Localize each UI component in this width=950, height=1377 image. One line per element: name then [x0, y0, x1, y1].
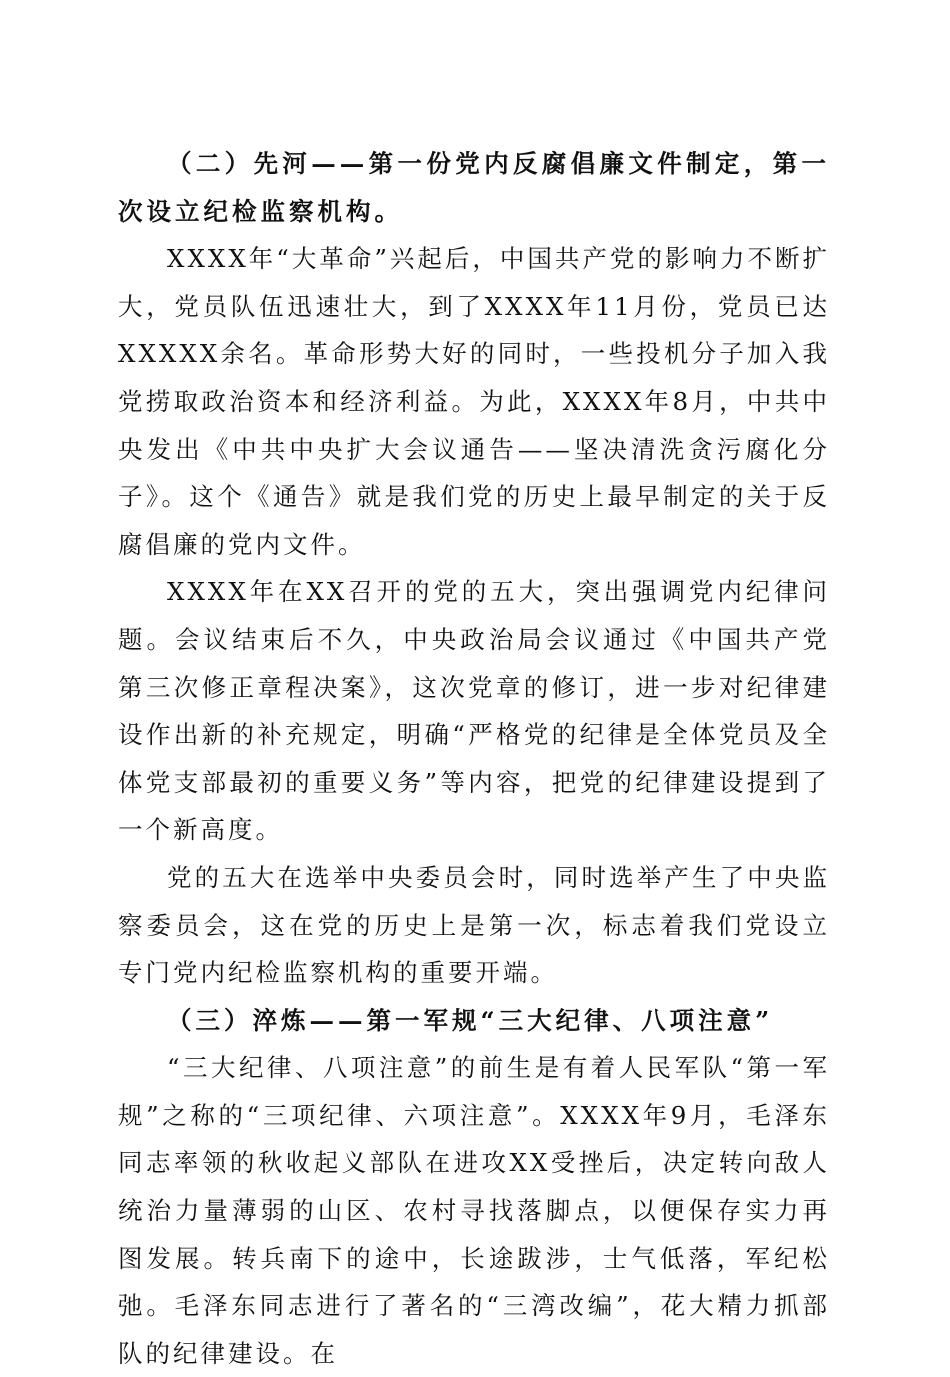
paragraph-3: 党的五大在选举中央委员会时，同时选举产生了中央监察委员会，这在党的历史上是第一次，标志着我们党设立专门党内纪检监察机构的重要开端。: [118, 862, 830, 988]
paragraph-2: XXXX年在XX召开的党的五大，突出强调党内纪律问题。会议结束后不久，中央政治局会议通过《中国共产党第三次修正章程决案》，这次党章的修订，进一步对纪律建设作出新的补充规定，明确“严格党的纪律是全体党员及全体党支部最初的重要义务”等内容，把党的纪律建设提到了一个新高度。: [118, 577, 830, 845]
section-heading-3: （三）淬炼——第一军规“三大纪律、八项注意”: [167, 1005, 774, 1035]
document-body: [118, 140, 830, 1377]
paragraph-1: XXXX年“大革命”兴起后，中国共产党的影响力不断扩大，党员队伍迅速壮大，到了XXXX年11月份，党员已达XXXXX余名。革命形势大好的同时，一些投机分子加入我党捞取政治资本和经济利益。为此，XXXX年8月，中共中央发出《中共中央扩大会议通告——坚决清洗贪污腐化分子》。这个《通告》就是我们党的历史上最早制定的关于反腐倡廉的党内文件。: [118, 244, 830, 559]
paragraph-4: “三大纪律、八项注意”的前生是有着人民军队“第一军规”之称的“三项纪律、六项注意”。XXXX年9月，毛泽东同志率领的秋收起义部队在进攻XX受挫后，决定转向敌人统治力量薄弱的山区、农村寻找落脚点，以便保存实力再图发展。转兵南下的途中，长途跋涉，士气低落，军纪松弛。毛泽东同志进行了著名的“三湾改编”，花大精力抓部队的纪律建设。在: [118, 1053, 830, 1368]
section-heading-2: （二）先河——第一份党内反腐倡廉文件制定，第一次设立纪检监察机构。: [118, 149, 830, 226]
